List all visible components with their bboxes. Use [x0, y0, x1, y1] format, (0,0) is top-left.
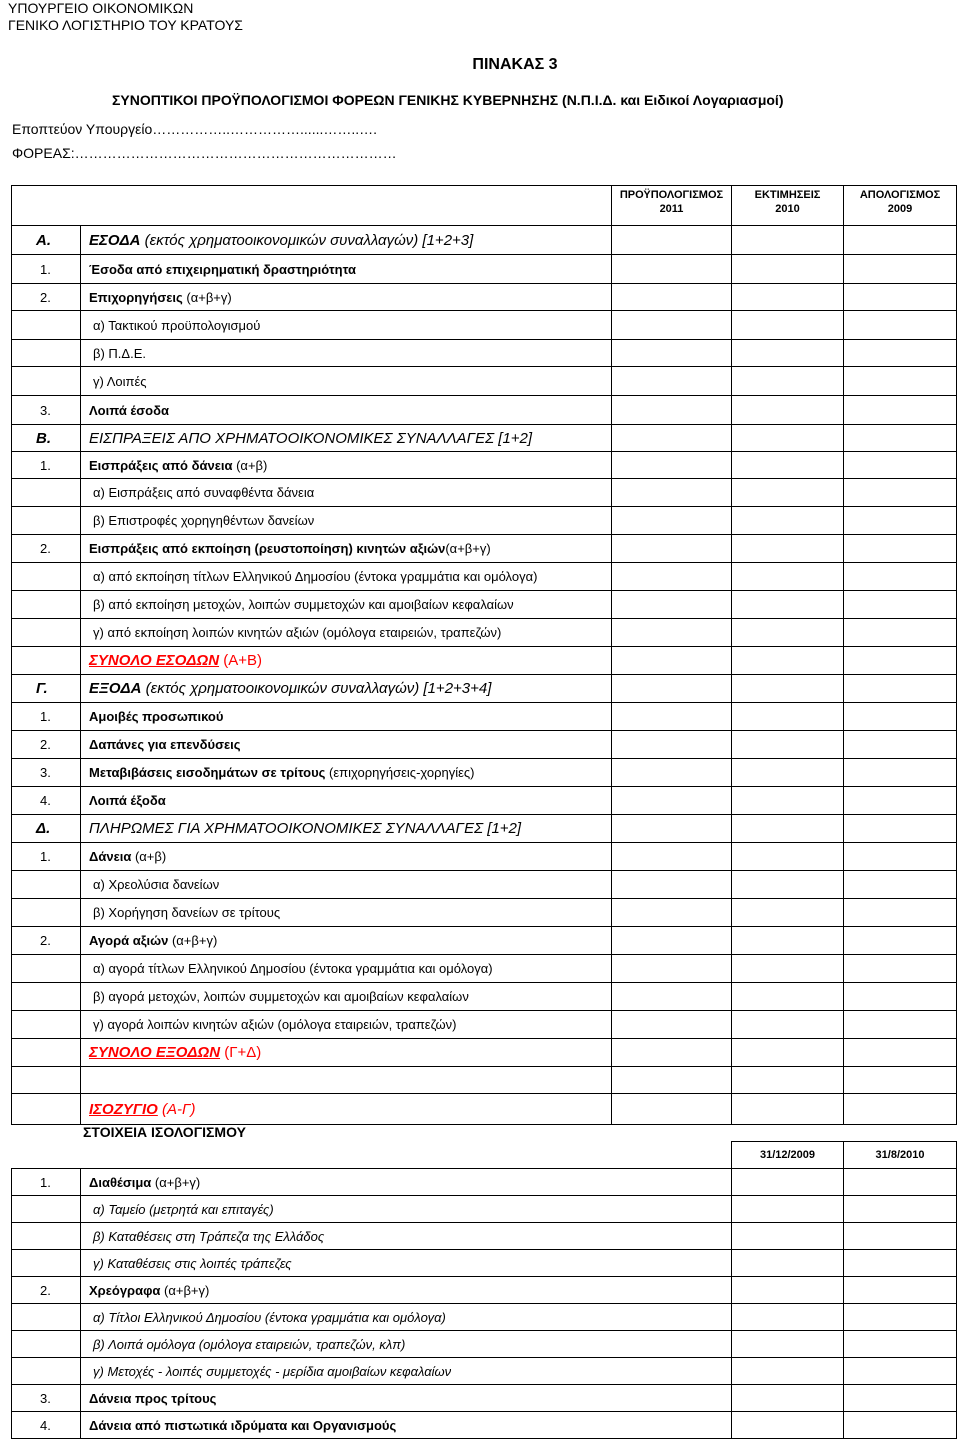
row-number	[12, 507, 81, 535]
row-number: Γ.	[12, 675, 81, 703]
value-cell[interactable]	[732, 479, 844, 507]
column-header-date-1: 31/12/2009	[732, 1142, 844, 1169]
value-cell[interactable]	[732, 787, 844, 815]
row-label: Εισπράξεις από εκποίηση (ρευστοποίηση) κινητών αξιών(α+β+γ)	[81, 535, 612, 563]
row-label: ΕΣΟΔΑ (εκτός χρηματοοικονομικών συναλλαγών) [1+2+3]	[81, 226, 612, 255]
row-number	[12, 311, 81, 340]
table-row	[12, 1067, 957, 1094]
value-cell[interactable]	[844, 284, 957, 311]
row-label: β) από εκποίηση μετοχών, λοιπών συμμετοχών και αμοιβαίων κεφαλαίων	[81, 591, 612, 619]
value-cell[interactable]	[844, 759, 957, 787]
entity-field: ΦΟΡΕΑΣ:……………………………………………………………	[12, 145, 397, 161]
value-cell[interactable]	[732, 1412, 844, 1439]
table-row	[12, 843, 957, 871]
row-number: 2.	[12, 535, 81, 563]
value-cell[interactable]	[732, 340, 844, 367]
balance-sheet-table	[11, 1141, 957, 1439]
value-cell[interactable]	[844, 226, 957, 255]
row-number: 2.	[12, 731, 81, 759]
table-row	[12, 871, 957, 899]
value-cell[interactable]	[732, 899, 844, 927]
value-cell[interactable]	[844, 1250, 957, 1277]
table-row	[12, 591, 957, 619]
value-cell[interactable]	[612, 563, 732, 591]
value-cell[interactable]	[844, 703, 957, 731]
value-cell[interactable]	[732, 1223, 844, 1250]
value-cell[interactable]	[732, 927, 844, 955]
value-cell[interactable]	[732, 1067, 844, 1094]
row-number	[12, 479, 81, 507]
value-cell[interactable]	[844, 815, 957, 843]
row-label: β) Καταθέσεις στη Τράπεζα της Ελλάδος	[81, 1223, 732, 1250]
value-cell[interactable]	[732, 983, 844, 1011]
value-cell[interactable]	[612, 871, 732, 899]
value-cell[interactable]	[844, 1094, 957, 1125]
row-label: Δάνεια προς τρίτους	[81, 1385, 732, 1412]
row-number: 4.	[12, 787, 81, 815]
row-label: α) Ταμείο (μετρητά και επιταγές)	[81, 1196, 732, 1223]
row-label: β) Λοιπά ομόλογα (ομόλογα εταιρειών, τραπεζών, κλπ)	[81, 1331, 732, 1358]
value-cell[interactable]	[844, 1169, 957, 1196]
row-number: 1.	[12, 703, 81, 731]
value-cell[interactable]	[612, 1039, 732, 1067]
value-cell[interactable]	[732, 311, 844, 340]
value-cell[interactable]	[844, 507, 957, 535]
value-cell[interactable]	[612, 1067, 732, 1094]
value-cell[interactable]	[612, 284, 732, 311]
row-label: Εισπράξεις από δάνεια (α+β)	[81, 452, 612, 479]
value-cell[interactable]	[844, 367, 957, 396]
table-row	[12, 452, 957, 479]
row-label: α) από εκποίηση τίτλων Ελληνικού Δημοσίου (έντοκα γραμμάτια και ομόλογα)	[81, 563, 612, 591]
value-cell[interactable]	[844, 1067, 957, 1094]
row-label: α) Χρεολύσια δανείων	[81, 871, 612, 899]
value-cell[interactable]	[732, 1094, 844, 1125]
value-cell[interactable]	[732, 1196, 844, 1223]
row-number	[12, 871, 81, 899]
value-cell[interactable]	[844, 479, 957, 507]
value-cell[interactable]	[612, 787, 732, 815]
value-cell[interactable]	[612, 1011, 732, 1039]
row-label: Διαθέσιμα (α+β+γ)	[81, 1169, 732, 1196]
row-label: Χρεόγραφα (α+β+γ)	[81, 1277, 732, 1304]
value-cell[interactable]	[844, 452, 957, 479]
value-cell[interactable]	[732, 731, 844, 759]
ministry-name: ΥΠΟΥΡΓΕΙΟ ΟΙΚΟΝΟΜΙΚΩΝ	[8, 0, 194, 16]
value-cell[interactable]	[612, 507, 732, 535]
value-cell[interactable]	[732, 1011, 844, 1039]
value-cell[interactable]	[844, 927, 957, 955]
row-label: γ) από εκποίηση λοιπών κινητών αξιών (ομόλογα εταιρειών, τραπεζών)	[81, 619, 612, 647]
value-cell[interactable]	[612, 703, 732, 731]
table-row	[12, 479, 957, 507]
value-cell[interactable]	[844, 255, 957, 284]
table-row	[12, 563, 957, 591]
value-cell[interactable]	[844, 1331, 957, 1358]
value-cell[interactable]	[732, 759, 844, 787]
balance-row	[12, 1169, 957, 1196]
value-cell[interactable]	[732, 1169, 844, 1196]
value-cell[interactable]	[844, 955, 957, 983]
value-cell[interactable]	[612, 955, 732, 983]
table-row	[12, 955, 957, 983]
row-label: ΣΥΝΟΛΟ ΕΣΟΔΩΝ (Α+Β)	[81, 647, 612, 675]
value-cell[interactable]	[612, 647, 732, 675]
row-label: ΠΛΗΡΩΜΕΣ ΓΙΑ ΧΡΗΜΑΤΟΟΙΚΟΝΟΜΙΚΕΣ ΣΥΝΑΛΛΑΓΕΣ [1+2]	[81, 815, 612, 843]
row-number	[12, 899, 81, 927]
value-cell[interactable]	[612, 843, 732, 871]
balance-row	[12, 1223, 957, 1250]
value-cell[interactable]	[844, 1223, 957, 1250]
table-row	[12, 226, 957, 255]
row-label: β) Χορήγηση δανείων σε τρίτους	[81, 899, 612, 927]
balance-sheet-title: ΣΤΟΙΧΕΙΑ ΙΣΟΛΟΓΙΣΜΟΥ	[83, 1124, 246, 1140]
value-cell[interactable]	[844, 1011, 957, 1039]
row-number: 2.	[12, 284, 81, 311]
table-row	[12, 367, 957, 396]
value-cell[interactable]	[732, 703, 844, 731]
value-cell[interactable]	[844, 1196, 957, 1223]
value-cell[interactable]	[612, 396, 732, 425]
balance-row	[12, 1250, 957, 1277]
value-cell[interactable]	[732, 1039, 844, 1067]
value-cell[interactable]	[844, 675, 957, 703]
value-cell[interactable]	[612, 983, 732, 1011]
value-cell[interactable]	[844, 1277, 957, 1304]
table-row	[12, 899, 957, 927]
balance-row	[12, 1385, 957, 1412]
row-label: β) Π.Δ.Ε.	[81, 340, 612, 367]
row-label: ΕΞΟΔΑ (εκτός χρηματοοικονομικών συναλλαγών) [1+2+3+4]	[81, 675, 612, 703]
row-label: β) Επιστροφές χορηγηθέντων δανείων	[81, 507, 612, 535]
value-cell[interactable]	[844, 591, 957, 619]
value-cell[interactable]	[732, 226, 844, 255]
table-row	[12, 284, 957, 311]
value-cell[interactable]	[732, 452, 844, 479]
row-number: 3.	[12, 759, 81, 787]
row-number: Δ.	[12, 815, 81, 843]
table-row	[12, 759, 957, 787]
table-row	[12, 425, 957, 452]
row-label: Δαπάνες για επενδύσεις	[81, 731, 612, 759]
table-row	[12, 535, 957, 563]
table-row	[12, 787, 957, 815]
value-cell[interactable]	[732, 1385, 844, 1412]
table-row	[12, 675, 957, 703]
row-label: Αμοιβές προσωπικού	[81, 703, 612, 731]
row-label: β) αγορά μετοχών, λοιπών συμμετοχών και αμοιβαίων κεφαλαίων	[81, 983, 612, 1011]
value-cell[interactable]	[732, 1358, 844, 1385]
table-row	[12, 731, 957, 759]
value-cell[interactable]	[844, 983, 957, 1011]
value-cell[interactable]	[732, 591, 844, 619]
row-label: Δάνεια (α+β)	[81, 843, 612, 871]
row-label: α) Εισπράξεις από συναφθέντα δάνεια	[81, 479, 612, 507]
value-cell[interactable]	[732, 284, 844, 311]
page-title: ΣΥΝΟΠΤΙΚΟΙ ΠΡΟΫΠΟΛΟΓΙΣΜΟΙ ΦΟΡΕΩΝ ΓΕΝΙΚΗΣ ΚΥΒΕΡΝΗΣΗΣ (Ν.Π.Ι.Δ. και Ειδικοί Λογαριασμοί)	[112, 92, 784, 108]
row-number	[12, 1196, 81, 1223]
value-cell[interactable]	[844, 647, 957, 675]
row-number	[12, 1304, 81, 1331]
value-cell[interactable]	[844, 1358, 957, 1385]
value-cell[interactable]	[732, 1304, 844, 1331]
row-label: γ) Καταθέσεις στις λοιπές τράπεζες	[81, 1250, 732, 1277]
value-cell[interactable]	[844, 619, 957, 647]
table-row	[12, 1011, 957, 1039]
value-cell[interactable]	[612, 255, 732, 284]
table-row	[12, 619, 957, 647]
balance-row	[12, 1196, 957, 1223]
row-number	[12, 1223, 81, 1250]
value-cell[interactable]	[612, 815, 732, 843]
table-row	[12, 983, 957, 1011]
value-cell[interactable]	[844, 1412, 957, 1439]
table-row	[12, 507, 957, 535]
row-label: Δάνεια από πιστωτικά ιδρύματα και Οργανισμούς	[81, 1412, 732, 1439]
row-number: 2.	[12, 927, 81, 955]
column-header-budget: ΠΡΟΫΠΟΛΟΓΙΣΜΟΣ 2011	[612, 186, 732, 226]
value-cell[interactable]	[732, 871, 844, 899]
value-cell[interactable]	[844, 563, 957, 591]
row-number	[12, 983, 81, 1011]
table-row	[12, 647, 957, 675]
value-cell[interactable]	[612, 425, 732, 452]
office-name: ΓΕΝΙΚΟ ΛΟΓΙΣΤΗΡΙΟ ΤΟΥ ΚΡΑΤΟΥΣ	[8, 17, 243, 33]
row-number: 4.	[12, 1412, 81, 1439]
row-number	[12, 563, 81, 591]
row-label: Επιχορηγήσεις (α+β+γ)	[81, 284, 612, 311]
table-number: ΠΙΝΑΚΑΣ 3	[472, 56, 558, 73]
row-number: 1.	[12, 1169, 81, 1196]
value-cell[interactable]	[612, 591, 732, 619]
budget-table-header	[12, 186, 957, 226]
table-row	[12, 1039, 957, 1067]
value-cell[interactable]	[732, 647, 844, 675]
row-number	[12, 1331, 81, 1358]
row-number	[12, 955, 81, 983]
value-cell[interactable]	[844, 843, 957, 871]
value-cell[interactable]	[732, 1277, 844, 1304]
value-cell[interactable]	[732, 563, 844, 591]
value-cell[interactable]	[844, 535, 957, 563]
row-number	[12, 1250, 81, 1277]
value-cell[interactable]	[612, 535, 732, 563]
value-cell[interactable]	[612, 226, 732, 255]
value-cell[interactable]	[732, 843, 844, 871]
row-label: ΕΙΣΠΡΑΞΕΙΣ ΑΠΟ ΧΡΗΜΑΤΟΟΙΚΟΝΟΜΙΚΕΣ ΣΥΝΑΛΛΑΓΕΣ [1+2]	[81, 425, 612, 452]
value-cell[interactable]	[844, 425, 957, 452]
value-cell[interactable]	[612, 675, 732, 703]
value-cell[interactable]	[844, 1385, 957, 1412]
balance-row	[12, 1358, 957, 1385]
row-label	[81, 1067, 612, 1094]
row-number: 2.	[12, 1277, 81, 1304]
value-cell[interactable]	[732, 619, 844, 647]
row-number: 1.	[12, 255, 81, 284]
value-cell[interactable]	[732, 255, 844, 284]
value-cell[interactable]	[612, 452, 732, 479]
value-cell[interactable]	[732, 367, 844, 396]
value-cell[interactable]	[612, 899, 732, 927]
table-row	[12, 927, 957, 955]
value-cell[interactable]	[844, 899, 957, 927]
value-cell[interactable]	[612, 619, 732, 647]
budget-table	[11, 185, 957, 1125]
value-cell[interactable]	[732, 396, 844, 425]
row-number: Β.	[12, 425, 81, 452]
balance-row	[12, 1412, 957, 1439]
row-label: Λοιπά έσοδα	[81, 396, 612, 425]
column-header-estimates: ΕΚΤΙΜΗΣΕΙΣ 2010	[732, 186, 844, 226]
row-number	[12, 1067, 81, 1094]
value-cell[interactable]	[612, 759, 732, 787]
row-number: 3.	[12, 396, 81, 425]
balance-row	[12, 1331, 957, 1358]
row-number	[12, 1358, 81, 1385]
row-label: α) αγορά τίτλων Ελληνικού Δημοσίου (έντοκα γραμμάτια και ομόλογα)	[81, 955, 612, 983]
row-number	[12, 1011, 81, 1039]
table-row	[12, 255, 957, 284]
balance-row	[12, 1277, 957, 1304]
row-number: 1.	[12, 843, 81, 871]
value-cell[interactable]	[732, 1250, 844, 1277]
value-cell[interactable]	[612, 927, 732, 955]
column-header-actual: ΑΠΟΛΟΓΙΣΜΟΣ 2009	[844, 186, 957, 226]
value-cell[interactable]	[732, 955, 844, 983]
column-header-date-2: 31/8/2010	[844, 1142, 957, 1169]
value-cell[interactable]	[612, 367, 732, 396]
supervising-ministry: Εποπτεύον Υπουργείο……………..……………......……..….	[12, 121, 378, 137]
value-cell[interactable]	[612, 1094, 732, 1125]
row-number	[12, 647, 81, 675]
row-number	[12, 591, 81, 619]
value-cell[interactable]	[612, 479, 732, 507]
row-number	[12, 340, 81, 367]
value-cell[interactable]	[732, 1331, 844, 1358]
table-row	[12, 1094, 957, 1125]
row-label: Έσοδα από επιχειρηματική δραστηριότητα	[81, 255, 612, 284]
table-row	[12, 703, 957, 731]
row-number: 1.	[12, 452, 81, 479]
value-cell[interactable]	[612, 340, 732, 367]
row-number	[12, 1094, 81, 1125]
row-label: ΙΣΟΖΥΓΙΟ (Α-Γ)	[81, 1094, 612, 1125]
row-label: ΣΥΝΟΛΟ ΕΞΟΔΩΝ (Γ+Δ)	[81, 1039, 612, 1067]
value-cell[interactable]	[732, 675, 844, 703]
value-cell[interactable]	[844, 396, 957, 425]
row-number: 3.	[12, 1385, 81, 1412]
row-number	[12, 367, 81, 396]
value-cell[interactable]	[844, 340, 957, 367]
row-label: Λοιπά έξοδα	[81, 787, 612, 815]
table-row	[12, 340, 957, 367]
row-label: Αγορά αξιών (α+β+γ)	[81, 927, 612, 955]
value-cell[interactable]	[732, 815, 844, 843]
table-row	[12, 396, 957, 425]
row-number: Α.	[12, 226, 81, 255]
table-row	[12, 311, 957, 340]
value-cell[interactable]	[732, 425, 844, 452]
value-cell[interactable]	[844, 731, 957, 759]
row-label: α) Τίτλοι Ελληνικού Δημοσίου (έντοκα γραμμάτια και ομόλογα)	[81, 1304, 732, 1331]
row-label: γ) Μετοχές - λοιπές συμμετοχές - μερίδια αμοιβαίων κεφαλαίων	[81, 1358, 732, 1385]
value-cell[interactable]	[612, 731, 732, 759]
row-label: γ) αγορά λοιπών κινητών αξιών (ομόλογα εταιρειών, τραπεζών)	[81, 1011, 612, 1039]
row-label: γ) Λοιπές	[81, 367, 612, 396]
value-cell[interactable]	[844, 787, 957, 815]
value-cell[interactable]	[844, 871, 957, 899]
value-cell[interactable]	[844, 1304, 957, 1331]
value-cell[interactable]	[732, 507, 844, 535]
table-row	[12, 815, 957, 843]
balance-sheet-header	[12, 1142, 957, 1169]
value-cell[interactable]	[844, 311, 957, 340]
value-cell[interactable]	[732, 535, 844, 563]
row-number	[12, 1039, 81, 1067]
row-label: α) Τακτικού προϋπολογισμού	[81, 311, 612, 340]
value-cell[interactable]	[844, 1039, 957, 1067]
balance-row	[12, 1304, 957, 1331]
value-cell[interactable]	[612, 311, 732, 340]
row-label: Μεταβιβάσεις εισοδημάτων σε τρίτους (επιχορηγήσεις-χορηγίες)	[81, 759, 612, 787]
row-number	[12, 619, 81, 647]
